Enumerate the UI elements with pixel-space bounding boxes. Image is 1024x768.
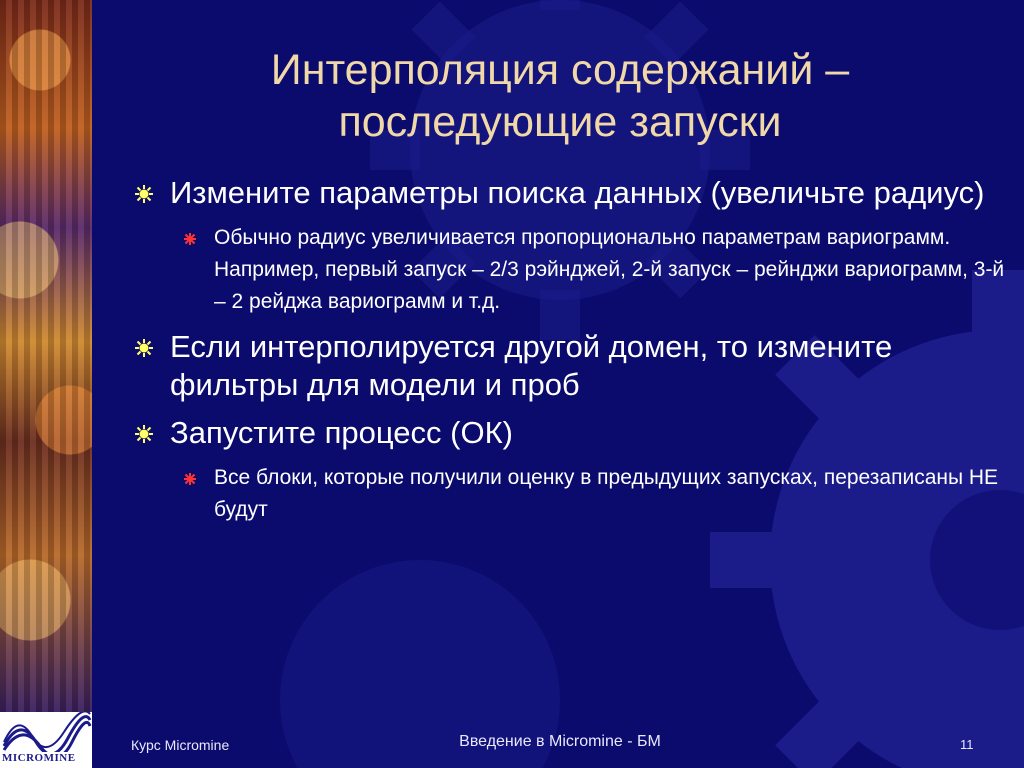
bullet-text: Если интерполируется другой домен, то измените фильтры для модели и проб: [170, 329, 893, 402]
bullet-level1-3: [130, 414, 1010, 452]
bullet-level2-2: [174, 462, 1010, 526]
slide-title: [110, 44, 1010, 148]
sun-bullet-icon: [134, 184, 154, 204]
bullet-level1-2: [130, 328, 1010, 404]
slide-content: [130, 174, 1010, 536]
sun-bullet-icon: [134, 338, 154, 358]
slide-title-line-2: последующие запуски: [338, 98, 782, 146]
bullet-text: Обычно радиус увеличивается пропорционально параметрам вариограмм. Например, первый запуск – 2/3 рэйнджей, 2-й запуск – рейнджи вариограмм, 3-й – 2 рейджа вариограмм и т.д.: [214, 226, 1005, 313]
footer-title: Введение в Micromine - БМ: [459, 733, 661, 750]
micromine-logo: [0, 712, 92, 768]
star-bullet-icon: [184, 233, 196, 245]
page-number: 11: [960, 737, 974, 752]
sun-bullet-icon: [134, 424, 154, 444]
star-bullet-icon: [184, 473, 196, 485]
bullet-text: Запустите процесс (ОК): [170, 415, 513, 450]
logo-text: MICROMINE: [2, 752, 76, 764]
decorative-gear-strip: [0, 0, 92, 712]
bullet-text: Все блоки, которые получили оценку в предыдущих запусках, перезаписаны НЕ будут: [214, 466, 999, 521]
logo-waves-icon: [0, 712, 92, 752]
slide-title-line-1: Интерполяция содержаний –: [270, 46, 850, 94]
footer-course: Курс Micromine: [131, 737, 230, 753]
bullet-text: Измените параметры поиска данных (увеличьте радиус): [170, 175, 985, 210]
bullet-level2-1: [174, 222, 1010, 318]
bullet-level1-1: [130, 174, 1010, 212]
